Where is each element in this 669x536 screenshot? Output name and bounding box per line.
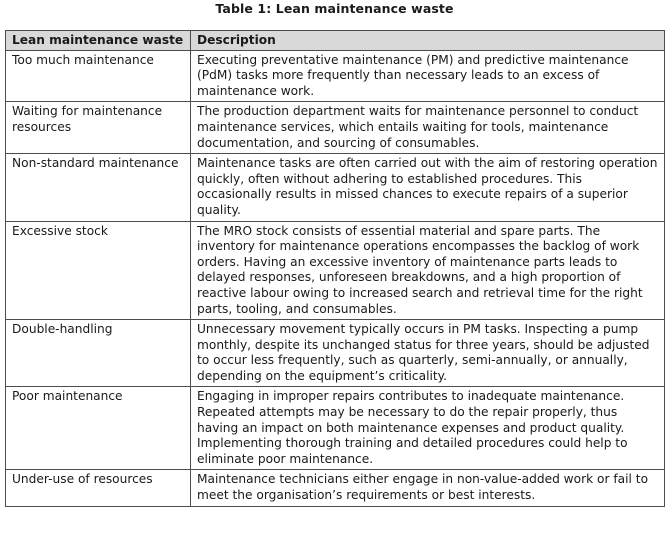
table-row <box>6 50 665 102</box>
description-cell: Maintenance tasks are often carried out with the aim of restoring operation quickly, often without adhering to established procedures. This occasionally results in missed chances to execute repairs of a superior quality. <box>191 154 665 221</box>
description-cell: The production department waits for maintenance personnel to conduct maintenance services, which entails waiting for tools, maintenance documentation, and sourcing of consumables. <box>191 102 665 154</box>
waste-cell: Double-handling <box>6 320 191 387</box>
description-cell: Maintenance technicians either engage in non-value-added work or fail to meet the organisation’s requirements or best interests. <box>191 470 665 506</box>
header-description: Description <box>191 31 665 51</box>
waste-cell: Poor maintenance <box>6 387 191 470</box>
waste-cell: Waiting for maintenance resources <box>6 102 191 154</box>
description-cell: Executing preventative maintenance (PM) and predictive maintenance (PdM) tasks more frequently than necessary leads to an excess of maintenance work. <box>191 50 665 102</box>
table-row <box>6 102 665 154</box>
waste-cell: Non-standard maintenance <box>6 154 191 221</box>
lean-maintenance-waste-table <box>5 30 665 507</box>
table-row <box>6 387 665 470</box>
table-row <box>6 154 665 221</box>
table-row <box>6 221 665 320</box>
table-caption: Table 1: Lean maintenance waste <box>215 1 454 16</box>
description-cell: Engaging in improper repairs contributes to inadequate maintenance. Repeated attempts may be necessary to do the repair properly, thus having an impact on both maintenance expenses and product quality. Implementing thorough training and detailed procedures could help to eliminate poor maintenance. <box>191 387 665 470</box>
table-row <box>6 320 665 387</box>
table-header-row <box>6 31 665 51</box>
waste-cell: Under-use of resources <box>6 470 191 506</box>
table-row <box>6 470 665 506</box>
description-cell: Unnecessary movement typically occurs in PM tasks. Inspecting a pump monthly, despite its unchanged status for three years, should be adjusted to occur less frequently, such as quarterly, semi-annually, or annually, depending on the equipment’s criticality. <box>191 320 665 387</box>
waste-cell: Too much maintenance <box>6 50 191 102</box>
header-waste: Lean maintenance waste <box>6 31 191 51</box>
waste-cell: Excessive stock <box>6 221 191 320</box>
description-cell: The MRO stock consists of essential material and spare parts. The inventory for maintenance operations encompasses the backlog of work orders. Having an excessive inventory of maintenance parts leads to delayed responses, unforeseen breakdowns, and a high proportion of reactive labour owing to increased search and retrieval time for the right parts, tooling, and consumables. <box>191 221 665 320</box>
